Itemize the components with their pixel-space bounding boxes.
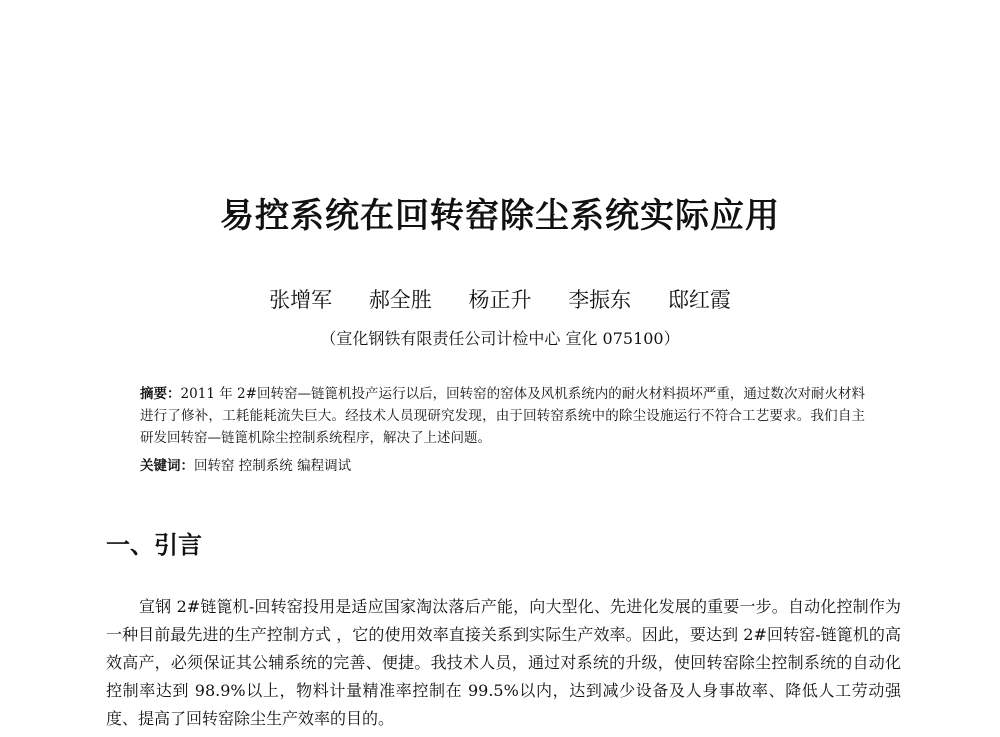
keywords-text: 回转窑 控制系统 编程调试: [194, 458, 352, 474]
author-name: 邸红霞: [667, 288, 731, 312]
author-name: 李振东: [568, 288, 632, 312]
paper-title: 易控系统在回转窑除尘系统实际应用: [220, 196, 780, 236]
author-name: 郝全胜: [368, 288, 432, 312]
abstract-label: 摘要：: [140, 386, 181, 402]
abstract: [140, 383, 865, 449]
affiliation: （宣化钢铁有限责任公司计检中心 宣化 075100）: [320, 329, 680, 348]
body-paragraph: 宣钢 2#链篦机-回转窑投用是适应国家淘汰落后产能，向大型化、先进化发展的重要一步。自动化控制作为一种目前最先进的生产控制方式 ，它的使用效率直接关系到实际生产效率。因此，要达到 2#回转窑-链篦机的高效高产，必须保证其公辅系统的完善、便捷。我技术人员，通过对系统的升级，使回转窑除尘控制系统的自动化控制率达到 98.9%以上，物料计量精准率控制在 99.5%以内，达到减少设备及人身事故率、降低人工劳动强度、提高了回转窑除尘生产效率的目的。: [106, 597, 901, 728]
keywords: [140, 455, 865, 477]
author-name: 张增军: [269, 288, 333, 312]
section-heading: 一、引言: [106, 531, 202, 559]
author-name: 杨正升: [468, 288, 532, 312]
keywords-label: 关键词：: [140, 458, 194, 474]
abstract-text: 2011 年 2#回转窑—链篦机投产运行以后，回转窑的窑体及风机系统内的耐火材料损坏严重，通过数次对耐火材料进行了修补，工耗能耗流失巨大。经技术人员现研究发现，由于回转窑系统中的除尘设施运行不符合工艺要求。我们自主研发回转窑—链篦机除尘控制系统程序，解决了上述问题。: [140, 386, 866, 446]
author-list: [0, 284, 1000, 314]
